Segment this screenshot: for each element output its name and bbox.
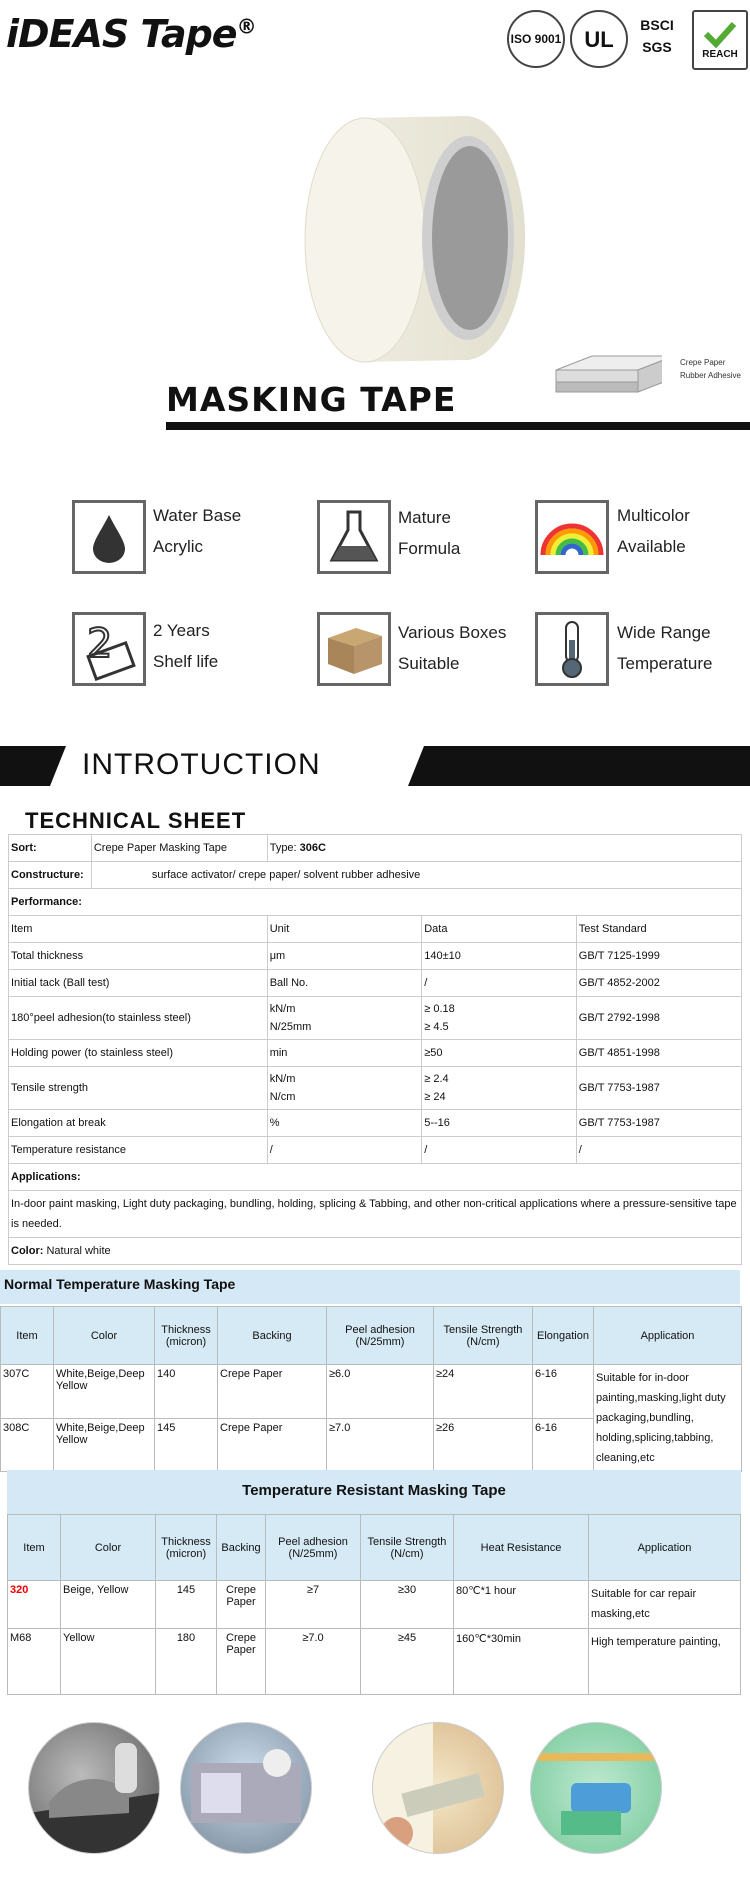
roller-painting-photo xyxy=(530,1722,662,1854)
cell-data: 140±10 xyxy=(422,943,577,970)
cell-std: GB/T 7753-1987 xyxy=(576,1110,741,1137)
table-row xyxy=(9,943,742,970)
normal-application: Suitable for in-door painting,masking,light duty packaging,bundling, holding,splicing,tabbing, cleaning,etc xyxy=(594,1365,742,1472)
table-header: Item Unit Data Test Standard xyxy=(9,916,742,943)
feature-various-boxes: Various Boxes Suitable xyxy=(398,623,507,673)
iso-cert-icon: ISO 9001 xyxy=(507,10,565,68)
cell-data: 5--16 xyxy=(422,1110,577,1137)
product-title: MASKING TAPE xyxy=(166,380,457,419)
sort-value: Crepe Paper Masking Tape xyxy=(91,835,267,862)
table-row xyxy=(9,1067,742,1110)
cell-item: Total thickness xyxy=(9,943,268,970)
table-row: 320 Beige, Yellow 145 Crepe Paper ≥7 ≥30 80℃*1 hour Suitable for car repair masking,etc xyxy=(8,1581,741,1629)
cell-data: / xyxy=(422,1137,577,1164)
cell-std: GB/T 2792-1998 xyxy=(576,997,741,1040)
cell-item: Holding power (to stainless steel) xyxy=(9,1040,268,1067)
cell-unit: min xyxy=(267,1040,422,1067)
normal-temp-table xyxy=(0,1306,742,1472)
bsci-sgs-cert: BSCI SGS xyxy=(640,17,674,55)
calendar-2-icon xyxy=(72,612,146,686)
svg-text:2: 2 xyxy=(87,621,113,667)
tape-roll-image xyxy=(300,110,530,370)
normal-table-title: Normal Temperature Masking Tape xyxy=(4,1276,236,1292)
wall-taping-photo xyxy=(372,1722,504,1854)
cell-item: Tensile strength xyxy=(9,1067,268,1110)
cross-section-diagram xyxy=(552,350,662,400)
cell-std: GB/T 4851-1998 xyxy=(576,1040,741,1067)
cell-data: / xyxy=(422,970,577,997)
table-row xyxy=(9,997,742,1040)
cell-std: GB/T 7753-1987 xyxy=(576,1067,741,1110)
cell-item: 180°peel adhesion(to stainless steel) xyxy=(9,997,268,1040)
thermometer-icon xyxy=(535,612,609,686)
type-cell: Type: 306C xyxy=(267,835,741,862)
resistant-table-header: Item Color Thickness (micron) Backing Peel adhesion (N/25mm) Tensile Strength (N/cm) Heat Resistance Application xyxy=(8,1515,741,1581)
feature-multicolor: Multicolor Available xyxy=(617,506,690,556)
tech-sheet-title: TECHNICAL SHEET xyxy=(25,808,247,833)
constructure-value: surface activator/ crepe paper/ solvent rubber adhesive xyxy=(91,862,741,889)
intro-title: INTROTUCTION xyxy=(82,748,321,781)
reach-cert-icon: REACH xyxy=(692,10,748,70)
cell-std: / xyxy=(576,1137,741,1164)
box-icon xyxy=(317,612,391,686)
tech-sheet-table xyxy=(8,834,742,1265)
table-row xyxy=(9,1110,742,1137)
feature-water-base: Water Base Acrylic xyxy=(153,506,242,556)
cross-label-paper: Crepe Paper xyxy=(680,358,726,367)
cell-unit: kN/m N/cm xyxy=(267,1067,422,1110)
feature-mature-formula: Mature Formula xyxy=(398,508,461,558)
rainbow-icon xyxy=(535,500,609,574)
title-underline xyxy=(166,422,750,430)
cell-data: ≥50 xyxy=(422,1040,577,1067)
applications-label: Applications: xyxy=(9,1164,742,1191)
cell-unit: / xyxy=(267,1137,422,1164)
cell-unit: μm xyxy=(267,943,422,970)
normal-table-header: Item Color Thickness (micron) Backing Peel adhesion (N/25mm) Tensile Strength (N/cm) Elongation Application xyxy=(1,1307,742,1365)
resistant-temp-table xyxy=(7,1514,741,1695)
table-row: M68 Yellow 180 Crepe Paper ≥7.0 ≥45 160℃*30min High temperature painting, xyxy=(8,1629,741,1695)
color-cell: Color: Natural white xyxy=(9,1238,742,1265)
table-row: 308C White,Beige,Deep Yellow 145 Crepe Paper ≥7.0 ≥26 6-16 xyxy=(1,1418,742,1472)
constructure-label: Constructure: xyxy=(9,862,92,889)
resistant-table-title: Temperature Resistant Masking Tape xyxy=(242,1482,506,1499)
cell-std: GB/T 4852-2002 xyxy=(576,970,741,997)
cell-data: ≥ 0.18 ≥ 4.5 xyxy=(422,997,577,1040)
sort-label: Sort: xyxy=(9,835,92,862)
feature-shelf-life: 2 Years Shelf life xyxy=(153,621,219,671)
cell-item: Temperature resistance xyxy=(9,1137,268,1164)
performance-label: Performance: xyxy=(9,889,742,916)
cell-data: ≥ 2.4 ≥ 24 xyxy=(422,1067,577,1110)
table-row xyxy=(9,970,742,997)
applications-text: In-door paint masking, Light duty packaging, bundling, holding, splicing & Tabbing, and other non-critical applications where a pressure-sensitive tape is needed. xyxy=(9,1191,742,1238)
table-row: 307C White,Beige,Deep Yellow 140 Crepe Paper ≥6.0 ≥24 6-16 Suitable for in-door painting,masking,light duty packaging,bundling, holding,splicing,tabbing, cleaning,etc xyxy=(1,1365,742,1419)
cell-item: Elongation at break xyxy=(9,1110,268,1137)
drop-icon xyxy=(72,500,146,574)
cell-unit: Ball No. xyxy=(267,970,422,997)
cell-std: GB/T 7125-1999 xyxy=(576,943,741,970)
car-painting-photo xyxy=(28,1722,160,1854)
brand-logo: iDEAS Tape® xyxy=(6,12,256,56)
table-row xyxy=(9,1040,742,1067)
table-row xyxy=(9,1137,742,1164)
cell-unit: % xyxy=(267,1110,422,1137)
flask-icon xyxy=(317,500,391,574)
feature-wide-range: Wide Range Temperature xyxy=(617,623,713,673)
ul-cert-icon: UL xyxy=(570,10,628,68)
cell-unit: kN/m N/25mm xyxy=(267,997,422,1040)
spray-booth-photo xyxy=(180,1722,312,1854)
cross-label-adhesive: Rubber Adhesive xyxy=(680,371,741,380)
cell-item: Initial tack (Ball test) xyxy=(9,970,268,997)
